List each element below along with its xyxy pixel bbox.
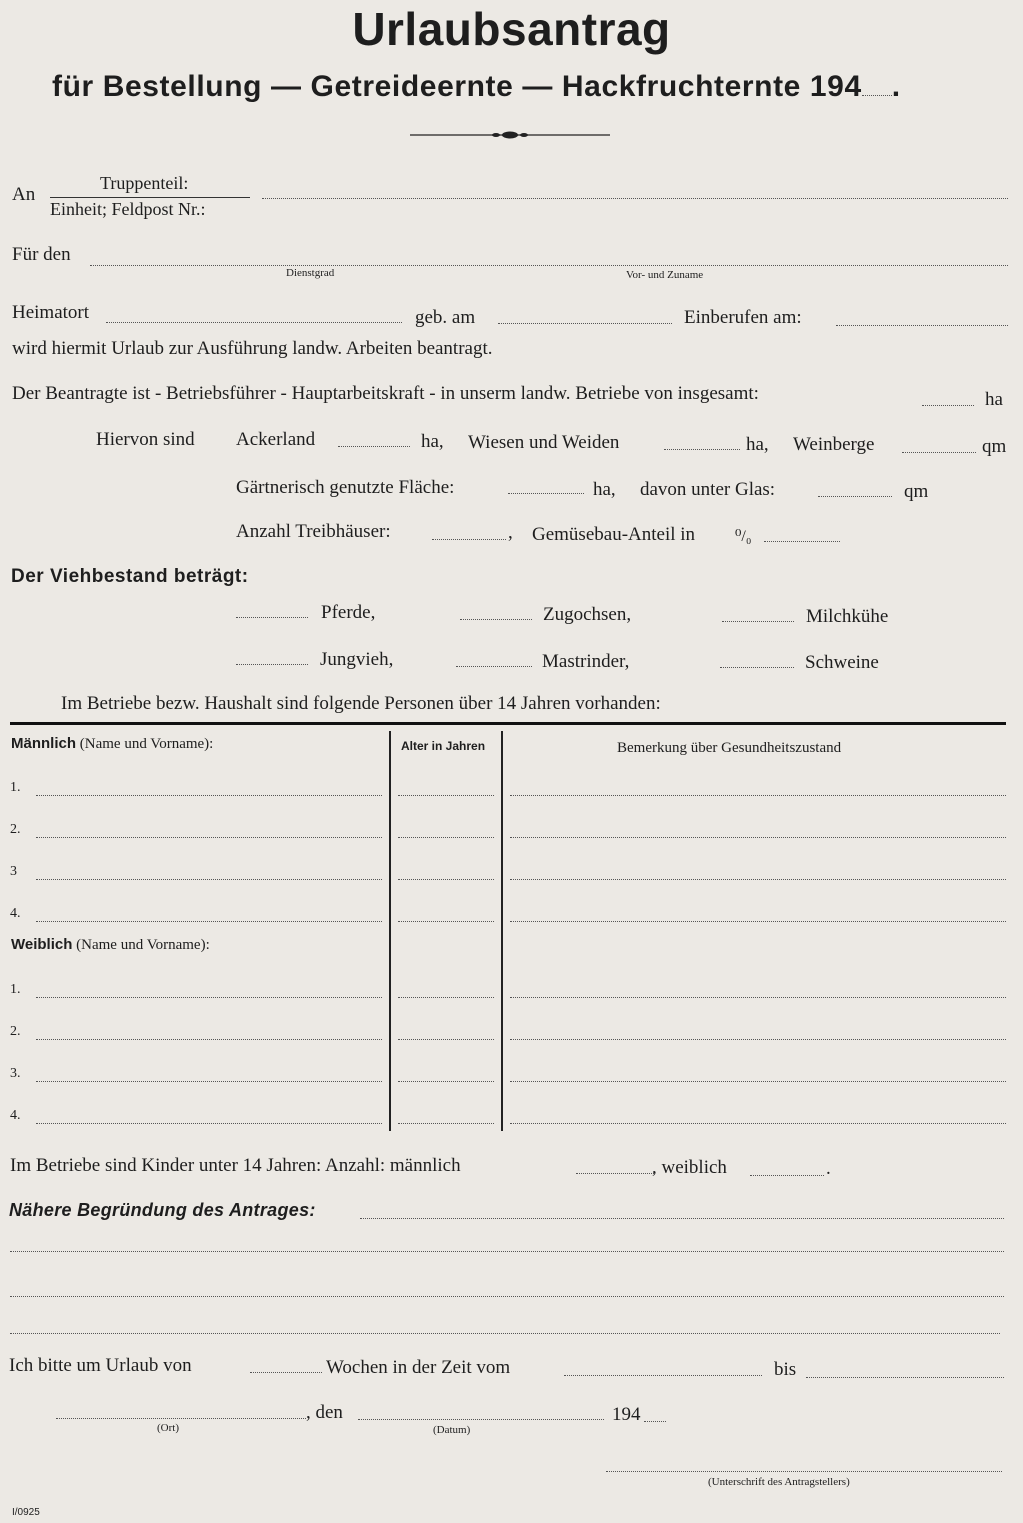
pferde-label: Pferde, [321, 602, 376, 623]
female-remark-field[interactable] [510, 1039, 1006, 1040]
male-name-field[interactable] [36, 795, 382, 796]
persons-intro: Im Betriebe bezw. Haushalt sind folgende Personen über 14 Jahren vorhanden: [61, 693, 661, 714]
female-row-number: 1. [10, 982, 21, 997]
bis-label: bis [774, 1359, 797, 1380]
einheit-label: Einheit; Feldpost Nr.: [50, 199, 206, 219]
datum-caption: (Datum) [433, 1424, 471, 1436]
reason-line-2[interactable] [10, 1251, 1004, 1252]
milchkuehe-field[interactable] [722, 621, 794, 622]
male-label: Männlich [11, 735, 77, 752]
zugochsen-field[interactable] [460, 619, 532, 620]
an-label: An [12, 184, 36, 205]
female-remark-field[interactable] [510, 1123, 1006, 1124]
geb-am-label: geb. am [415, 307, 476, 328]
treibhaeuser-label: Anzahl Treibhäuser: [236, 521, 391, 542]
children-end: . [826, 1158, 831, 1179]
male-sub: (Name und Vorname): [79, 736, 214, 752]
female-sub: (Name und Vorname): [76, 937, 210, 953]
female-age-field[interactable] [398, 1039, 494, 1040]
male-name-field[interactable] [36, 879, 382, 880]
fuer-den-label: Für den [12, 244, 71, 265]
heimatort-field[interactable] [106, 322, 402, 323]
ornament-divider [410, 128, 610, 142]
form-title: Urlaubsantrag [352, 3, 671, 55]
male-age-field[interactable] [398, 879, 494, 880]
request-statement: wird hiermit Urlaub zur Ausführung landw. Arbeiten beantragt. [12, 338, 493, 359]
wiesen-label: Wiesen und Weiden [468, 432, 620, 453]
subtitle-text: für Bestellung — Getreideernte — Hackfruchternte 194 [52, 70, 862, 103]
female-remark-field[interactable] [510, 997, 1006, 998]
weinberge-label: Weinberge [793, 434, 875, 455]
davon-glas-label: davon unter Glas: [640, 479, 776, 500]
female-row-number: 4. [10, 1108, 21, 1123]
geb-am-field[interactable] [498, 323, 672, 324]
total-ha-unit: ha [985, 389, 1003, 410]
davon-glas-field[interactable] [818, 496, 892, 497]
ort-field[interactable] [56, 1418, 306, 1419]
wiesen-field[interactable] [664, 449, 740, 450]
ackerland-unit: ha, [421, 431, 444, 452]
dienstgrad-name-field[interactable] [90, 265, 1008, 266]
einberufen-field[interactable] [836, 325, 1008, 326]
zugochsen-label: Zugochsen, [543, 604, 632, 625]
form-code: I/0925 [12, 1507, 40, 1518]
remark-header: Bemerkung über Gesundheitszustand [617, 740, 842, 756]
gemuesebau-field[interactable] [764, 541, 840, 542]
ackerland-label: Ackerland [236, 429, 316, 450]
female-name-field[interactable] [36, 1081, 382, 1082]
datum-field[interactable] [358, 1419, 604, 1420]
einberufen-label: Einberufen am: [684, 307, 802, 328]
table-divider-2 [501, 731, 503, 1131]
hiervon-label: Hiervon sind [96, 429, 195, 450]
male-remark-field[interactable] [510, 837, 1006, 838]
form-subtitle [52, 70, 901, 104]
male-remark-field[interactable] [510, 795, 1006, 796]
children-male-field[interactable] [576, 1173, 654, 1174]
subtitle-end: . [891, 70, 901, 103]
date-to-field[interactable] [806, 1377, 1004, 1378]
heimatort-label: Heimatort [12, 302, 90, 323]
female-age-field[interactable] [398, 997, 494, 998]
schweine-label: Schweine [805, 652, 879, 673]
schweine-field[interactable] [720, 667, 794, 668]
male-age-field[interactable] [398, 921, 494, 922]
children-female-field[interactable] [750, 1175, 824, 1176]
reason-label: Nähere Begründung des Antrages: [9, 1200, 316, 1220]
male-row-number: 1. [10, 780, 21, 795]
female-age-field[interactable] [398, 1081, 494, 1082]
male-row-number: 2. [10, 822, 21, 837]
female-name-field[interactable] [36, 1039, 382, 1040]
female-header [11, 936, 210, 954]
total-ha-field[interactable] [922, 405, 974, 406]
fraction-rule [50, 197, 250, 198]
female-name-field[interactable] [36, 997, 382, 998]
weinberge-unit: qm [982, 436, 1007, 457]
reason-line-1[interactable] [360, 1218, 1004, 1219]
male-row-number: 4. [10, 906, 21, 921]
signature-caption: (Unterschrift des Antragstellers) [708, 1476, 850, 1488]
percent-sign: ⁰/₀ [735, 528, 752, 545]
male-header [11, 735, 213, 753]
wiesen-unit: ha, [746, 434, 769, 455]
female-label: Weiblich [11, 936, 73, 953]
children-text: Im Betriebe sind Kinder unter 14 Jahren: Anzahl: männlich [10, 1155, 461, 1176]
male-age-field[interactable] [398, 837, 494, 838]
year-label: 194 [612, 1404, 641, 1425]
weinberge-field[interactable] [902, 452, 976, 453]
reason-line-4[interactable] [10, 1333, 1000, 1334]
subtitle-year-field[interactable] [862, 95, 892, 96]
female-row-number: 3. [10, 1066, 21, 1081]
male-age-field[interactable] [398, 795, 494, 796]
davon-glas-unit: qm [904, 481, 929, 502]
year-field[interactable] [644, 1421, 666, 1422]
female-name-field[interactable] [36, 1123, 382, 1124]
den-label: , den [306, 1402, 343, 1423]
truppenteil-label: Truppenteil: [100, 173, 189, 193]
livestock-heading: Der Viehbestand beträgt: [11, 566, 249, 587]
female-row-number: 2. [10, 1024, 21, 1039]
age-header: Alter in Jahren [401, 739, 486, 753]
jungvieh-field[interactable] [236, 664, 308, 665]
male-remark-field[interactable] [510, 921, 1006, 922]
milchkuehe-label: Milchkühe [806, 606, 889, 627]
request-text-1: Ich bitte um Urlaub von [9, 1355, 192, 1376]
mastrinder-label: Mastrinder, [542, 651, 630, 672]
gaertnerisch-unit: ha, [593, 479, 616, 500]
recipient-field[interactable] [262, 198, 1008, 199]
gemuesebau-label: Gemüsebau-Anteil in [532, 524, 696, 545]
children-weiblich-label: , weiblich [652, 1157, 727, 1178]
gaertnerisch-label: Gärtnerisch genutzte Fläche: [236, 477, 455, 498]
male-name-field[interactable] [36, 837, 382, 838]
weeks-field[interactable] [250, 1372, 322, 1373]
ort-caption: (Ort) [157, 1422, 179, 1434]
table-top-rule [10, 722, 1006, 725]
male-remark-field[interactable] [510, 879, 1006, 880]
treibhaeuser-field[interactable] [432, 539, 506, 540]
mastrinder-field[interactable] [456, 666, 532, 667]
gaertnerisch-field[interactable] [508, 493, 584, 494]
jungvieh-label: Jungvieh, [320, 649, 394, 670]
signature-field[interactable] [606, 1471, 1002, 1472]
date-from-field[interactable] [564, 1375, 762, 1376]
pferde-field[interactable] [236, 617, 308, 618]
female-age-field[interactable] [398, 1123, 494, 1124]
name-caption: Vor- und Zuname [626, 269, 704, 281]
male-name-field[interactable] [36, 921, 382, 922]
table-divider-1 [389, 731, 391, 1131]
dienstgrad-caption: Dienstgrad [286, 267, 335, 279]
reason-line-3[interactable] [10, 1296, 1004, 1297]
female-remark-field[interactable] [510, 1081, 1006, 1082]
male-row-number: 3 [10, 864, 17, 879]
farm-statement: Der Beantragte ist - Betriebsführer - Hauptarbeitskraft - in unserm landw. Betriebe von insgesamt: [12, 383, 759, 404]
request-text-2: Wochen in der Zeit vom [326, 1357, 511, 1378]
treibhaeuser-comma: , [508, 522, 513, 543]
ackerland-field[interactable] [338, 446, 410, 447]
